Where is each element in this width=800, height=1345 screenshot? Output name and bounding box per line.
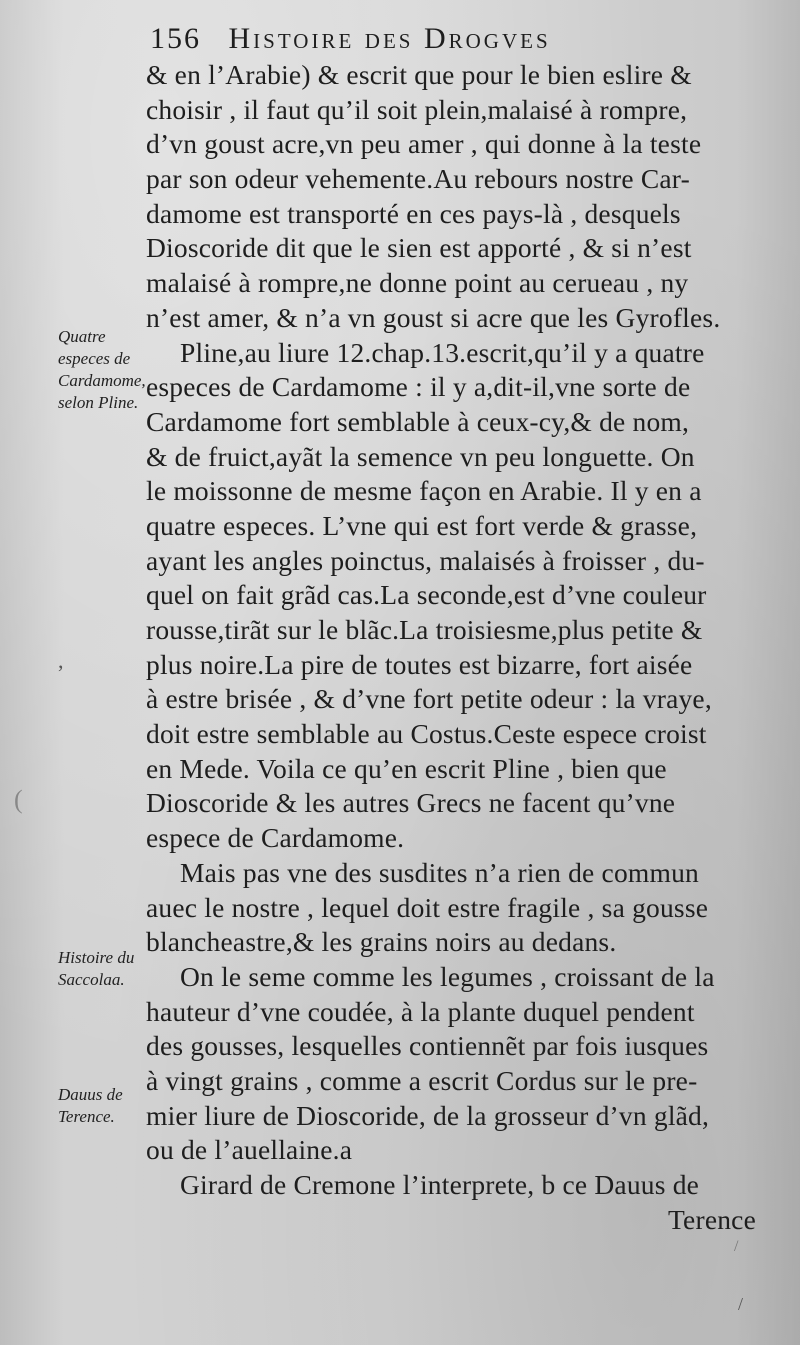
text-line: des gousses, lesquelles contiennẽt par fois iusques xyxy=(146,1030,709,1062)
margin-note-dauus: Dauus de Terence. xyxy=(58,1085,123,1126)
body-text xyxy=(146,58,756,1237)
text-line: à estre brisée , & d’vne fort petite odeur : la vraye, xyxy=(146,683,712,715)
margin-note-quatre-especes: Quatre especes de Cardamome, selon Pline. xyxy=(58,327,146,412)
text-line: Mais pas vne des susdites n’a rien de commun xyxy=(180,856,699,888)
text-line: auec le nostre , lequel doit estre fragile , sa gousse xyxy=(146,891,709,923)
margin-note-saccolaa: Histoire du Saccolaa. xyxy=(58,948,135,989)
text-line: par son odeur vehemente.Au rebours nostre Car- xyxy=(146,163,690,195)
text-line: blancheastre,& les grains noirs au dedans. xyxy=(146,926,617,958)
text-line: espece de Cardamome. xyxy=(146,822,405,854)
text-line: Dioscoride & les autres Grecs ne facent qu’vne xyxy=(146,787,676,819)
text-line: Dioscoride dit que le sien est apporté , & si n’est xyxy=(146,232,692,264)
text-line: Cardamome fort semblable à ceux-cy,& de nom, xyxy=(146,405,690,437)
text-line: damome est transporté en ces pays-là , desquels xyxy=(146,197,681,229)
stray-mark: ( xyxy=(14,785,23,814)
running-header xyxy=(150,22,710,62)
text-line: quel on fait grãd cas.La seconde,est d’vne couleur xyxy=(146,579,707,611)
running-title: Histoire des Drogves xyxy=(228,22,551,55)
text-line: rousse,tirãt sur le blãc.La troisiesme,plus petite & xyxy=(146,614,703,645)
text-line: malaisé à rompre,ne donne point au cerueau , ny xyxy=(146,267,689,299)
text-line: plus noire.La pire de toutes est bizarre, fort aisée xyxy=(146,648,693,680)
text-line: à vingt grains , comme a escrit Cordus sur le pre- xyxy=(146,1064,698,1096)
text-line: On le seme comme les legumes , croissant de la xyxy=(180,960,715,992)
stray-mark: / xyxy=(734,1238,739,1255)
text-line: especes de Cardamome : il y a,dit-il,vne sorte de xyxy=(146,371,691,403)
text-line: & en l’Arabie) & escrit que pour le bien eslire & xyxy=(146,59,692,90)
text-line: le moissonne de mesme façon en Arabie. Il y en a xyxy=(146,475,702,507)
page-number: 156 xyxy=(150,22,201,55)
text-line: Girard de Cremone l’interprete, b ce Dauus de xyxy=(180,1169,700,1200)
stray-mark: , xyxy=(58,648,64,673)
text-line: doit estre semblable au Costus.Ceste espece croist xyxy=(146,718,707,750)
text-line: n’est amer, & n’a vn goust si acre que les Gyrofles. xyxy=(146,301,721,333)
stray-mark: / xyxy=(738,1294,744,1314)
text-line: mier liure de Dioscoride, de la grosseur d’vn glãd, xyxy=(146,1099,710,1131)
text-line: Pline,au liure 12.chap.13.escrit,qu’il y a quatre xyxy=(180,336,705,368)
text-line: d’vn goust acre,vn peu amer , qui donne à la teste xyxy=(146,128,702,160)
text-line: hauteur d’vne coudée, à la plante duquel pendent xyxy=(146,995,695,1027)
catchword: Terence xyxy=(667,1203,756,1235)
text-line: ayant les angles poinctus, malaisés à froisser , du- xyxy=(146,544,705,576)
text-line: choisir , il faut qu’il soit plein,malaisé à rompre, xyxy=(146,93,688,125)
text-line: ou de l’auellaine.a xyxy=(146,1134,353,1166)
text-line: & de fruict,ayãt la semence vn peu longuette. On xyxy=(146,440,695,472)
text-line: quatre especes. L’vne qui est fort verde & grasse, xyxy=(146,509,698,541)
text-line: en Mede. Voila ce qu’en escrit Pline , bien que xyxy=(146,752,667,784)
